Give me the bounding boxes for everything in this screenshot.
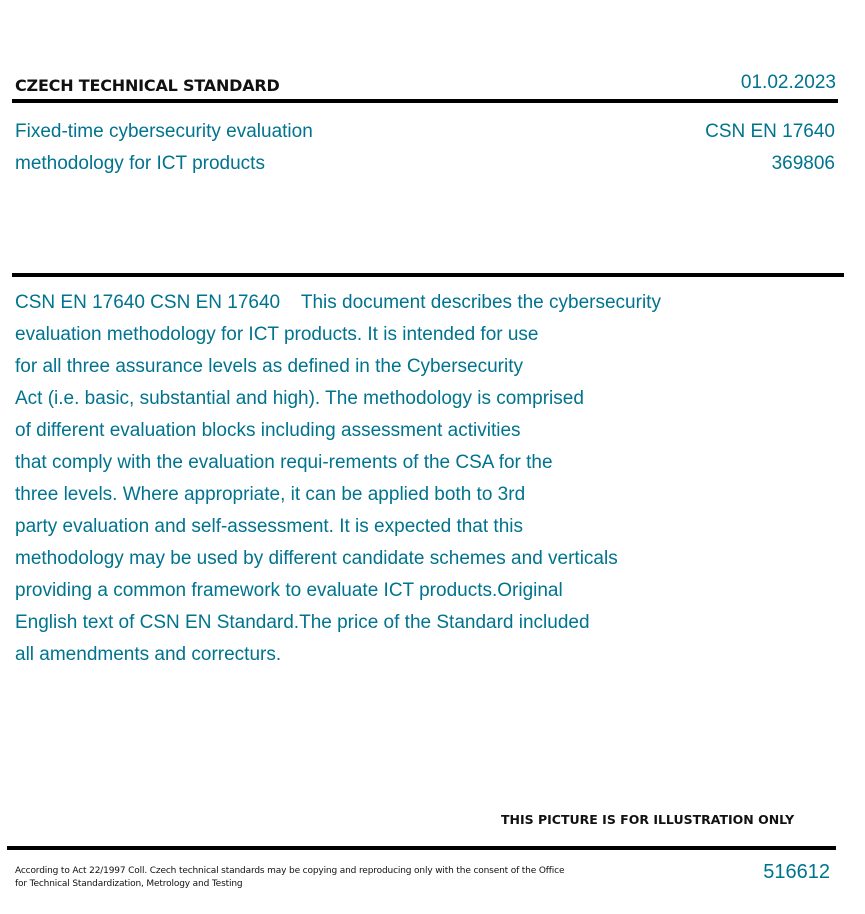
description-line: all amendments and correcturs. [15,644,282,665]
top-divider [12,99,838,103]
standard-title-line: Fixed-time cybersecurity evaluation [15,121,313,142]
description-line: providing a common framework to evaluate ICT products.Original [15,580,563,601]
description-line: that comply with the evaluation requi-rements of the CSA for the [15,452,553,473]
description-line: Act (i.e. basic, substantial and high). The methodology is comprised [15,388,584,409]
description-text [15,287,760,671]
illustration-notice: THIS PICTURE IS FOR ILLUSTRATION ONLY [501,812,795,827]
description-line: English text of CSN EN Standard.The price of the Standard included [15,612,590,633]
standard-designation: CSN EN 17640 [705,121,835,142]
description-line: evaluation methodology for ICT products. It is intended for use [15,324,539,345]
description-line: of different evaluation blocks including assessment activities [15,420,521,441]
standard-identifiers [705,116,835,180]
middle-divider [12,273,844,277]
product-number: 516612 [763,861,830,883]
description-line: CSN EN 17640 CSN EN 17640 This document describes the cybersecurity [15,292,661,313]
description-line: three levels. Where appropriate, it can be applied both to 3rd [15,484,526,505]
legal-notice-line: for Technical Standardization, Metrology and Testing [15,879,243,889]
legal-notice-line: According to Act 22/1997 Coll. Czech technical standards may be copying and reproducing only with the consent of the Office [15,866,565,876]
standard-type-label: CZECH TECHNICAL STANDARD [15,76,280,95]
standard-title [15,116,435,180]
description-line: party evaluation and self-assessment. It is expected that this [15,516,523,537]
description-line: for all three assurance levels as defined in the Cybersecurity [15,356,523,377]
classification-number: 369806 [771,153,835,174]
description-line: methodology may be used by different candidate schemes and verticals [15,548,618,569]
bottom-divider [7,846,836,850]
legal-notice [15,865,595,891]
publication-date: 01.02.2023 [740,72,836,93]
standard-title-line: methodology for ICT products [15,153,265,174]
